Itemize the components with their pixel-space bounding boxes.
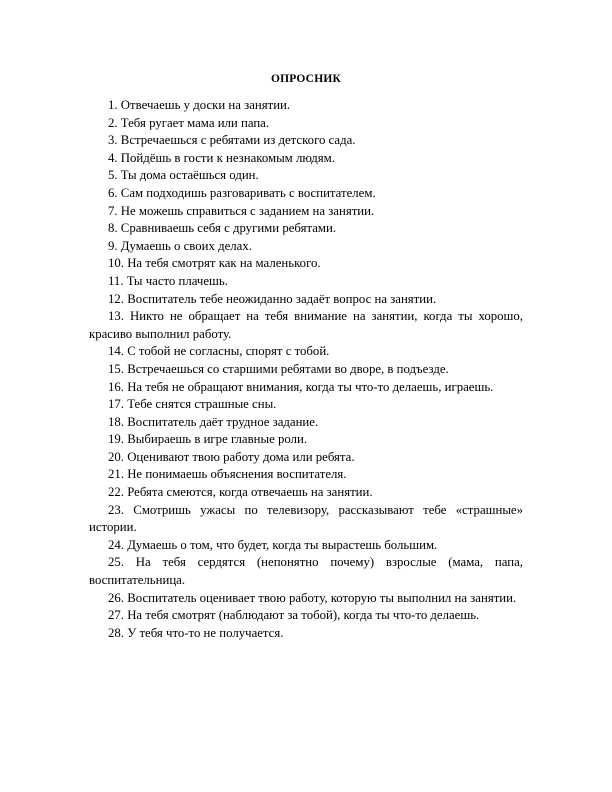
list-item: 23. Смотришь ужасы по телевизору, рассказывают тебе «страшные» истории. bbox=[89, 502, 523, 535]
list-item: 1. Отвечаешь у доски на занятии. bbox=[108, 98, 291, 112]
list-item: 3. Встречаешься с ребятами из детского сада. bbox=[108, 133, 356, 148]
page-title: ОПРОСНИК bbox=[270, 73, 342, 85]
list-item: 17. Тебе снятся страшные сны. bbox=[108, 397, 277, 412]
list-item: 22. Ребята смеются, когда отвечаешь на занятии. bbox=[108, 485, 373, 500]
list-item: 18. Воспитатель даёт трудное задание. bbox=[108, 414, 319, 429]
list-item: 24. Думаешь о том, что будет, когда ты вырастешь большим. bbox=[108, 537, 438, 552]
list-item: 6. Сам подходишь разговаривать с воспитателем. bbox=[108, 185, 376, 200]
list-item: 5. Ты дома остаёшься один. bbox=[108, 168, 259, 183]
list-item: 15. Встречаешься со старшими ребятами во дворе, в подъезде. bbox=[108, 361, 449, 376]
list-item: 8. Сравниваешь себя с другими ребятами. bbox=[108, 221, 337, 236]
list-item: 26. Воспитатель оценивает твою работу, которую ты выполнил на занятии. bbox=[108, 590, 517, 605]
list-item: 11. Ты часто плачешь. bbox=[108, 273, 228, 288]
list-item: 4. Пойдёшь в гости к незнакомым людям. bbox=[108, 150, 335, 165]
list-item: 19. Выбираешь в игре главные роли. bbox=[108, 432, 308, 447]
list-item: 7. Не можешь справиться с заданием на занятии. bbox=[108, 203, 375, 218]
list-item: 27. На тебя смотрят (наблюдают за тобой), когда ты что-то делаешь. bbox=[108, 608, 480, 623]
list-item: 10. На тебя смотрят как на маленького. bbox=[108, 256, 321, 271]
list-item: 20. Оценивают твою работу дома или ребята. bbox=[108, 449, 355, 464]
list-item: 9. Думаешь о своих делах. bbox=[108, 238, 252, 253]
list-item: 25. На тебя сердятся (непонятно почему) взрослые (мама, папа, воспитательница. bbox=[89, 555, 523, 588]
list-item: 28. У тебя что-то не получается. bbox=[108, 625, 284, 640]
list-item: 12. Воспитатель тебе неожиданно задаёт вопрос на занятии. bbox=[108, 291, 437, 306]
list-item: 16. На тебя не обращают внимания, когда ты что-то делаешь, играешь. bbox=[108, 379, 494, 394]
list-item: 2. Тебя ругает мама или папа. bbox=[108, 115, 270, 130]
list-item: 14. С тобой не согласны, спорят с тобой. bbox=[108, 344, 330, 359]
list-item: 21. Не понимаешь объяснения воспитателя. bbox=[108, 467, 347, 482]
questionnaire-list bbox=[89, 97, 523, 642]
list-item: 13. Никто не обращает на тебя внимание на занятии, когда ты хорошо, красиво выполнил работу. bbox=[89, 309, 523, 341]
